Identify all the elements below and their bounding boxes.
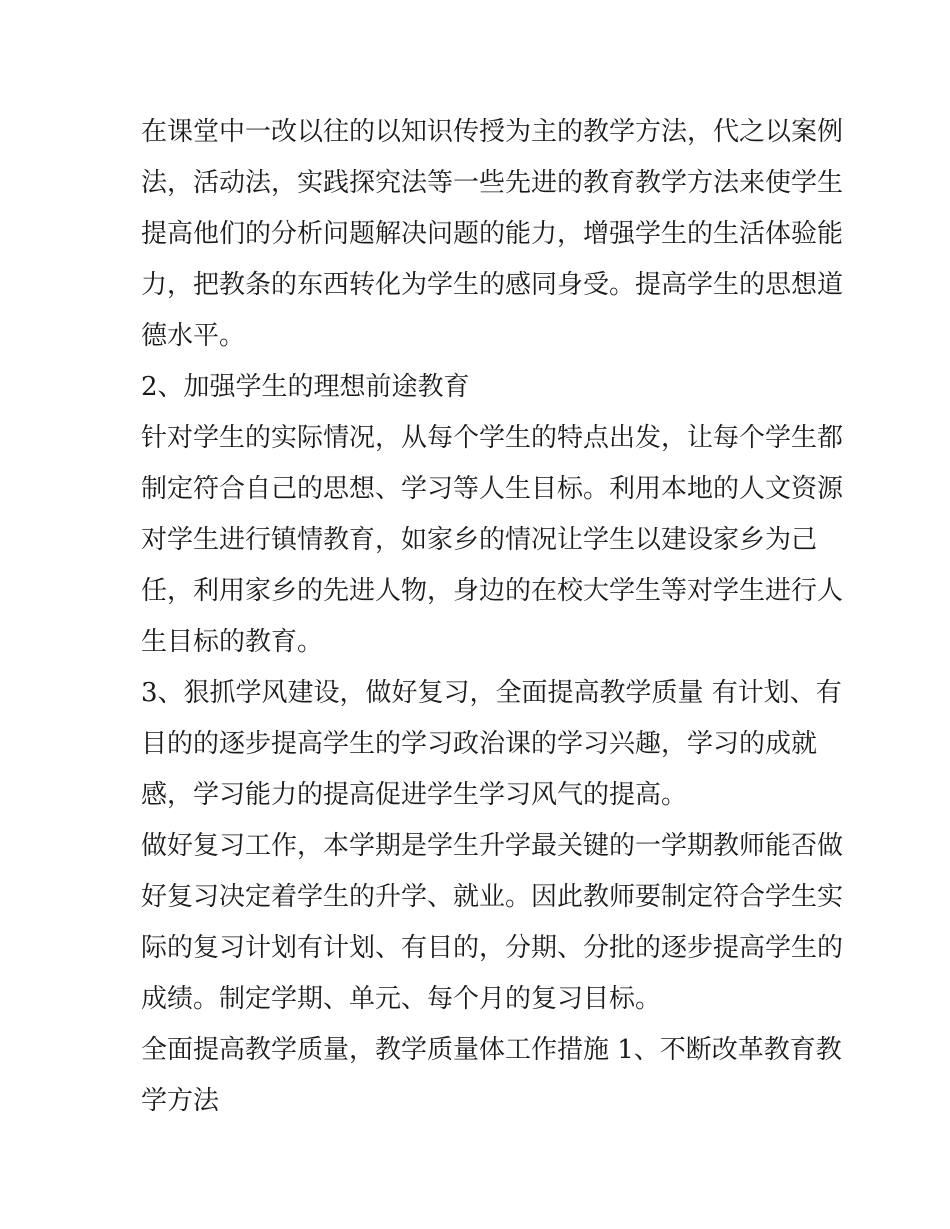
text-line: 针对学生的实际情况，从每个学生的特点出发，让每个学生都 [141,423,844,453]
text-line: 成绩。制定学期、单元、每个月的复习目标。 [141,984,662,1014]
text-line: 学方法 [141,1086,220,1116]
text-line: 力，把教条的东西转化为学生的感同身受。提高学生的思想道 [141,270,844,300]
text-line: 制定符合自己的思想、学习等人生目标。利用本地的人文资源 [141,474,844,504]
text-line: 任，利用家乡的先进人物，身边的在校大学生等对学生进行人 [141,576,844,606]
text-line: 际的复习计划有计划、有目的，分期、分批的逐步提高学生的 [141,933,844,963]
section-heading: 3、狠抓学风建设，做好复习，全面提高教学质量 有计划、有 [141,678,842,708]
text-line: 好复习决定着学生的升学、就业。因此教师要制定符合学生实 [141,882,844,912]
text-line: 德水平。 [141,321,246,351]
text-line: 生目标的教育。 [141,627,324,657]
text-line: 在课堂中一改以往的以知识传授为主的教学方法，代之以案例 [141,117,844,147]
text-line: 法，活动法，实践探究法等一些先进的教育教学方法来使学生 [141,168,844,198]
text-line: 全面提高教学质量，教学质量体工作措施 1、不断改革教育教 [141,1035,842,1065]
document-body [141,107,844,1127]
text-line: 提高他们的分析问题解决问题的能力，增强学生的生活体验能 [141,219,844,249]
text-line: 做好复习工作，本学期是学生升学最关键的一学期教师能否做 [141,831,844,861]
text-line: 感，学习能力的提高促进学生学习风气的提高。 [141,780,688,810]
text-line: 对学生进行镇情教育，如家乡的情况让学生以建设家乡为己 [141,525,818,555]
text-line: 目的的逐步提高学生的学习政治课的学习兴趣，学习的成就 [141,729,818,759]
section-heading: 2、加强学生的理想前途教育 [141,372,470,402]
